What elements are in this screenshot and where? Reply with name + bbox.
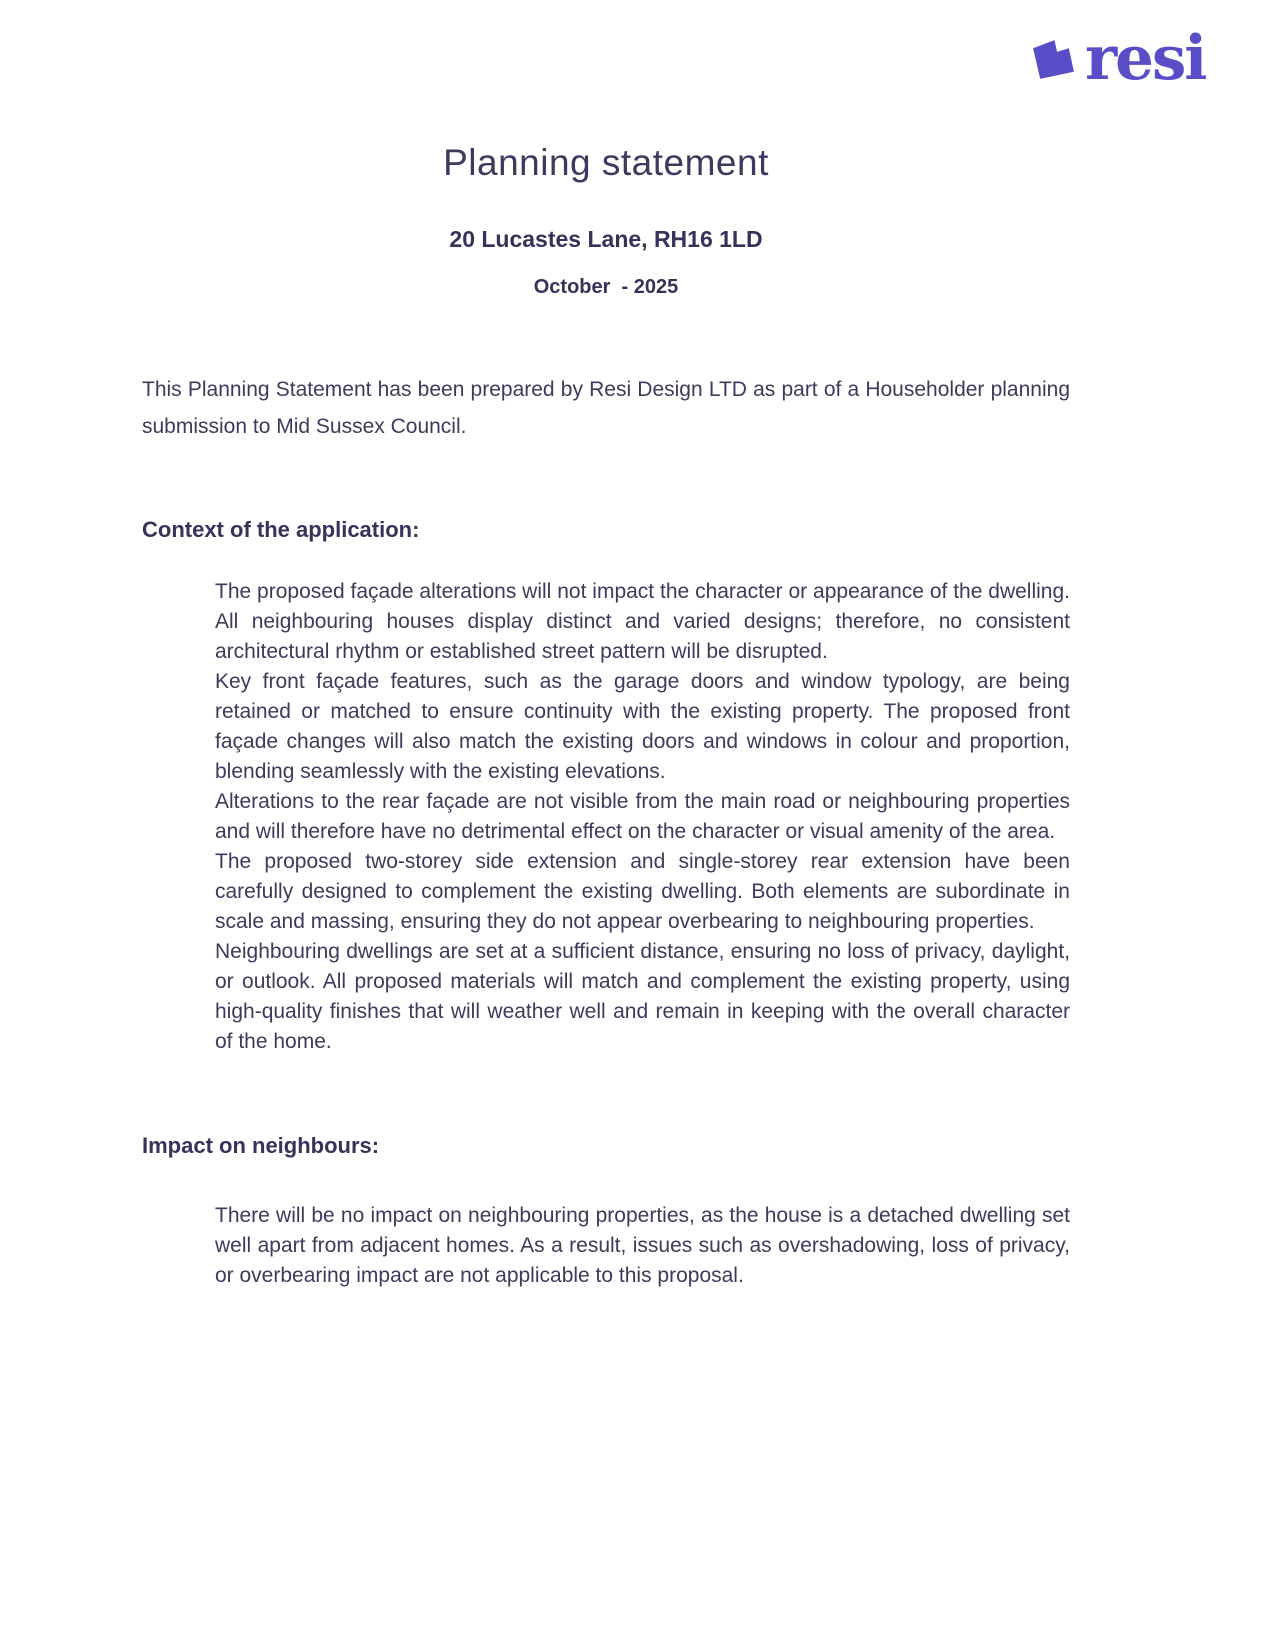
section-heading-context: Context of the application: [142,517,420,542]
context-bullet-list [142,577,1070,1057]
bullet-text: Key front façade features, such as the garage doors and window typology, are being retained or matched to ensure continuity with the existing property. The proposed front façade changes will also match the existing doors and windows in colour and proportion, blending seamlessly with the existing elevations. [215,670,1070,783]
bullet-icon [185,1201,215,1291]
bullet-icon [185,787,215,847]
bullet-icon [185,667,215,787]
bullet-text: The proposed two-storey side extension and single-storey rear extension have been carefully designed to complement the existing dwelling. Both elements are subordinate in scale and massing, ensuring they do not appear overbearing to neighbouring properties. [215,850,1070,933]
resi-logo [1030,23,1206,94]
list-item [185,787,1070,847]
bullet-icon [185,577,215,667]
section-heading-impact: Impact on neighbours: [142,1133,380,1158]
document-date: October - 2025 [533,276,679,298]
document-content [142,0,1070,1291]
intro-paragraph: This Planning Statement has been prepared by Resi Design LTD as part of a Householder planning submission to Mid Sussex Council. [142,378,1070,438]
bullet-text: The proposed façade alterations will not impact the character or appearance of the dwelling. All neighbouring houses display distinct and varied designs; therefore, no consistent architectural rhythm or established street pattern will be disrupted. [215,580,1070,663]
bullet-text: There will be no impact on neighbouring properties, as the house is a detached dwelling set well apart from adjacent homes. As a result, issues such as overshadowing, loss of privacy, or overbearing impact are not applicable to this proposal. [215,1204,1070,1287]
list-item [185,577,1070,667]
bullet-icon [185,937,215,1057]
bullet-text: Alterations to the rear façade are not visible from the main road or neighbouring properties and will therefore have no detrimental effect on the character or visual amenity of the area. [215,790,1070,843]
list-item [185,937,1070,1057]
resi-logo-text: resi [1085,23,1206,94]
bullet-icon [185,847,215,937]
list-item [185,1201,1070,1291]
document-address: 20 Lucastes Lane, RH16 1LD [449,226,763,252]
list-item [185,847,1070,937]
page-title: Planning statement [443,142,769,183]
resi-logo-mark-icon [1030,37,1077,82]
bullet-text: Neighbouring dwellings are set at a sufficient distance, ensuring no loss of privacy, daylight, or outlook. All proposed materials will match and complement the existing property, using high-quality finishes that will weather well and remain in keeping with the overall character of the home. [215,940,1070,1053]
list-item [185,667,1070,787]
impact-bullet-list [142,1201,1070,1291]
